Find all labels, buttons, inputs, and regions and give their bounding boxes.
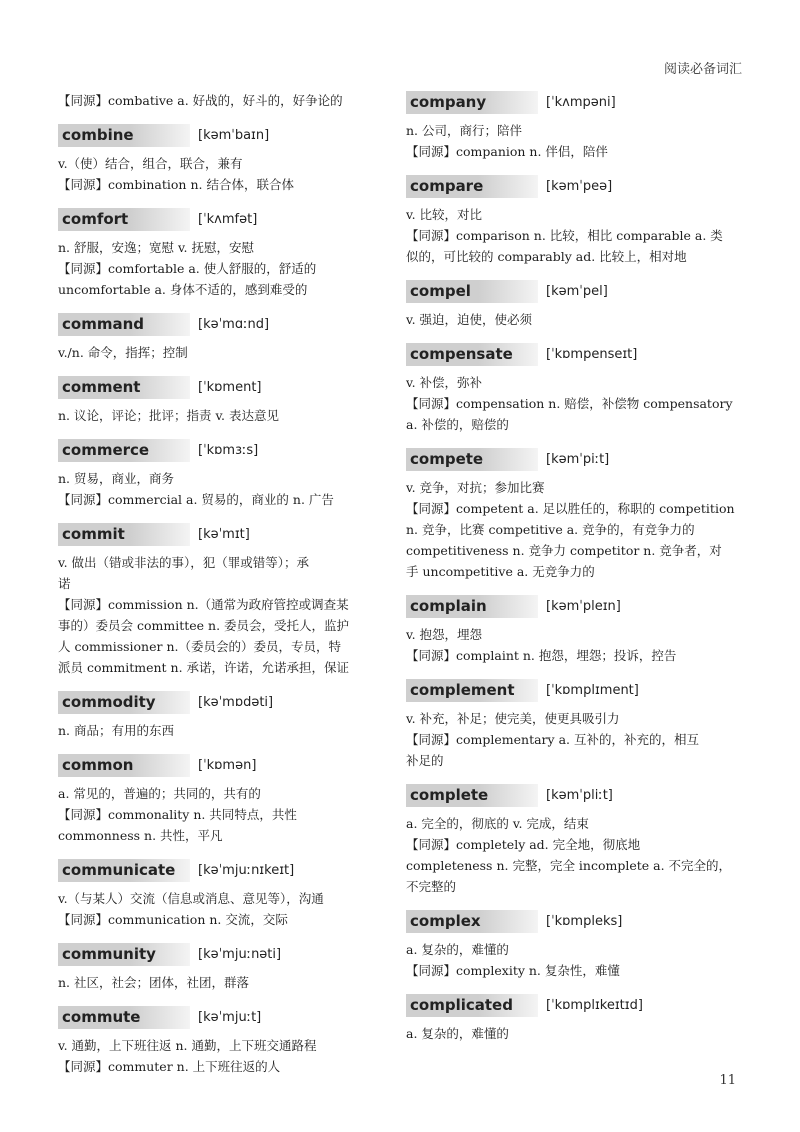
definition-line: n. 公司，商行；陪伴 — [406, 123, 522, 138]
phonetic: [ˈkɒmpenseɪt] — [546, 346, 638, 362]
phonetic: [kəmˈpeə] — [546, 178, 613, 194]
entry-headword-row — [58, 690, 390, 714]
definition-line: n. 贸易，商业，商务 — [58, 471, 174, 486]
cognate-line: 【同源】combative a. 好战的，好斗的，好争论的 — [58, 93, 343, 108]
phonetic: [ˈkɒmɜːs] — [198, 442, 259, 458]
definition-line: v. 做出（错或非法的事），犯（罪或错等）；承 — [58, 555, 310, 570]
definition-line: 手 uncompetitive a. 无竞争力的 — [406, 564, 595, 579]
definition-line: a. 完全的，彻底的 v. 完成，结束 — [406, 816, 589, 831]
definition-line: 【同源】comfortable a. 使人舒服的，舒适的 — [58, 261, 317, 276]
vocab-entry — [406, 342, 742, 435]
headword: compensate — [406, 343, 538, 366]
definition-line: 【同源】combination n. 结合体，联合体 — [58, 177, 294, 192]
definition-line: n. 竞争，比赛 competitive a. 竞争的，有竞争力的 — [406, 522, 695, 537]
entry-headword-row — [406, 993, 742, 1017]
headword: comfort — [58, 208, 190, 231]
phonetic: [kəmˈpliːt] — [546, 787, 613, 803]
entry-headword-row — [58, 207, 390, 231]
left-column — [58, 90, 390, 1089]
right-column — [406, 90, 742, 1056]
entry-headword-row — [406, 783, 742, 807]
headword: complicated — [406, 994, 538, 1017]
entry-headword-row — [58, 123, 390, 147]
headword: community — [58, 943, 190, 966]
phonetic: [ˈkɒmən] — [198, 757, 257, 773]
vocab-entry — [58, 207, 390, 300]
vocab-entry — [58, 1005, 390, 1077]
page-header-title: 阅读必备词汇 — [663, 62, 742, 77]
definition-line: 【同源】complementary a. 互补的，补充的，相互 — [406, 732, 699, 747]
definition-line: 派员 commitment n. 承诺，许诺，允诺承担，保证 — [58, 660, 350, 675]
entry-headword-row — [58, 753, 390, 777]
definition-line: v.（使）结合，组合，联合，兼有 — [58, 156, 243, 171]
definition-line: a. 复杂的，难懂的 — [406, 942, 509, 957]
headword: commerce — [58, 439, 190, 462]
entry-headword-row — [58, 312, 390, 336]
phonetic: [kəmˈpiːt] — [546, 451, 610, 467]
definition-line: 【同源】commission n.（通常为政府管控或调查某 — [58, 597, 349, 612]
vocab-entry — [58, 942, 390, 993]
entry-headword-row — [406, 279, 742, 303]
definition-line: 【同源】commercial a. 贸易的，商业的 n. 广告 — [58, 492, 334, 507]
headword: commit — [58, 523, 190, 546]
definition-line: v./n. 命令，指挥；控制 — [58, 345, 188, 360]
vocab-entry — [58, 123, 390, 195]
definition-line: 【同源】communication n. 交流，交际 — [58, 912, 288, 927]
phonetic: [kəˈmjuːnɪkeɪt] — [198, 862, 295, 878]
definition-line: v. 通勤，上下班往返 n. 通勤，上下班交通路程 — [58, 1038, 317, 1053]
phonetic: [kəˈmɑːnd] — [198, 316, 270, 332]
definition-line: 【同源】completely ad. 完全地，彻底地 — [406, 837, 641, 852]
headword: company — [406, 91, 538, 114]
definition-line: v. 补充，补足；使完美，使更具吸引力 — [406, 711, 620, 726]
entry-headword-row — [406, 594, 742, 618]
vocab-entry — [406, 909, 742, 981]
definition-line: completeness n. 完整，完全 incomplete a. 不完全的， — [406, 858, 732, 873]
definition-line: v. 抱怨，埋怨 — [406, 627, 483, 642]
definition-line: 【同源】comparison n. 比较，相比 comparable a. 类 — [406, 228, 723, 243]
definition-line: v. 比较，对比 — [406, 207, 483, 222]
phonetic: [kəmˈpleɪn] — [546, 598, 621, 614]
phonetic: [ˈkʌmfət] — [198, 211, 258, 227]
vocab-entry — [406, 174, 742, 267]
definition-line: competitiveness n. 竞争力 competitor n. 竞争者，对 — [406, 543, 722, 558]
definition-line: 【同源】complexity n. 复杂性，难懂 — [406, 963, 620, 978]
headword: compete — [406, 448, 538, 471]
definition-line: 人 commissioner n.（委员会的）委员，专员，特 — [58, 639, 341, 654]
entry-headword-row — [58, 1005, 390, 1029]
entry-headword-row — [406, 90, 742, 114]
phonetic: [kəˈmjuːnəti] — [198, 946, 282, 962]
entry-headword-row — [58, 522, 390, 546]
entry-headword-row — [406, 447, 742, 471]
vocab-entry — [406, 783, 742, 897]
definition-line: 【同源】compensation n. 赔偿，补偿物 compensatory — [406, 396, 733, 411]
entry-headword-row — [406, 678, 742, 702]
headword: compare — [406, 175, 538, 198]
headword: communicate — [58, 859, 190, 882]
definition-line: uncomfortable a. 身体不适的，感到难受的 — [58, 282, 308, 297]
definition-line: v. 补偿，弥补 — [406, 375, 483, 390]
definition-line: a. 补偿的，赔偿的 — [406, 417, 509, 432]
phonetic: [ˈkɒment] — [198, 379, 262, 395]
phonetic: [ˈkɒmplɪkeɪtɪd] — [546, 997, 643, 1013]
definition-line: 诺 — [58, 576, 71, 591]
headword: combine — [58, 124, 190, 147]
definition-line: n. 社区，社会；团体，社团，群落 — [58, 975, 249, 990]
definition-line: 似的，可比较的 comparably ad. 比较上，相对地 — [406, 249, 687, 264]
phonetic: [ˈkɒmplɪment] — [546, 682, 639, 698]
vocab-entry — [406, 90, 742, 162]
definition-line: 【同源】companion n. 伴侣，陪伴 — [406, 144, 608, 159]
vocab-entry — [406, 678, 742, 771]
definition-line: n. 商品；有用的东西 — [58, 723, 174, 738]
phonetic: [kəˈmjuːt] — [198, 1009, 262, 1025]
definition-line: a. 常见的，普遍的；共同的，共有的 — [58, 786, 261, 801]
headword: complement — [406, 679, 538, 702]
definition-line: 事的）委员会 committee n. 委员会，受托人，监护 — [58, 618, 350, 633]
phonetic: [kəˈmɒdəti] — [198, 694, 274, 710]
headword: command — [58, 313, 190, 336]
headword: commodity — [58, 691, 190, 714]
phonetic: [ˈkʌmpəni] — [546, 94, 616, 110]
definition-line: v. 强迫，迫使，使必须 — [406, 312, 533, 327]
vocab-entry — [58, 690, 390, 741]
phonetic: [kəmˈbaɪn] — [198, 127, 270, 143]
definition-line: a. 复杂的，难懂的 — [406, 1026, 509, 1041]
headword: complain — [406, 595, 538, 618]
definition-line: n. 议论，评论；批评；指责 v. 表达意见 — [58, 408, 279, 423]
entry-headword-row — [58, 438, 390, 462]
entry-headword-row — [58, 858, 390, 882]
phonetic: [kəˈmɪt] — [198, 526, 250, 542]
definition-line: n. 舒服，安逸；宽慰 v. 抚慰，安慰 — [58, 240, 254, 255]
definition-line: 【同源】commonality n. 共同特点，共性 — [58, 807, 297, 822]
vocab-entry — [58, 753, 390, 846]
vocab-entry — [406, 447, 742, 582]
vocab-entry — [406, 594, 742, 666]
entry-headword-row — [58, 942, 390, 966]
headword: complex — [406, 910, 538, 933]
vocab-entry — [58, 438, 390, 510]
entry-headword-row — [406, 174, 742, 198]
headword: comment — [58, 376, 190, 399]
headword: commute — [58, 1006, 190, 1029]
definition-line: 补足的 — [406, 753, 444, 768]
vocab-entry — [58, 858, 390, 930]
definition-line: 【同源】commuter n. 上下班往返的人 — [58, 1059, 281, 1074]
definition-line: 不完整的 — [406, 879, 457, 894]
definition-line: v.（与某人）交流（信息或消息、意见等），沟通 — [58, 891, 324, 906]
headword: complete — [406, 784, 538, 807]
vocab-entry — [58, 375, 390, 426]
definition-line: 【同源】complaint n. 抱怨，埋怨；投诉，控告 — [406, 648, 677, 663]
entry-headword-row — [406, 342, 742, 366]
vocab-entry — [406, 279, 742, 330]
page-number: 11 — [719, 1073, 736, 1088]
vocab-entry — [58, 312, 390, 363]
phonetic: [ˈkɒmpleks] — [546, 913, 623, 929]
entry-headword-row — [406, 909, 742, 933]
definition-line: v. 竞争，对抗；参加比赛 — [406, 480, 545, 495]
phonetic: [kəmˈpel] — [546, 283, 608, 299]
definition-line: 【同源】competent a. 足以胜任的，称职的 competition — [406, 501, 735, 516]
headword: common — [58, 754, 190, 777]
headword: compel — [406, 280, 538, 303]
vocab-entry — [406, 993, 742, 1044]
vocab-entry — [58, 522, 390, 678]
entry-headword-row — [58, 375, 390, 399]
definition-line: commonness n. 共性，平凡 — [58, 828, 223, 843]
